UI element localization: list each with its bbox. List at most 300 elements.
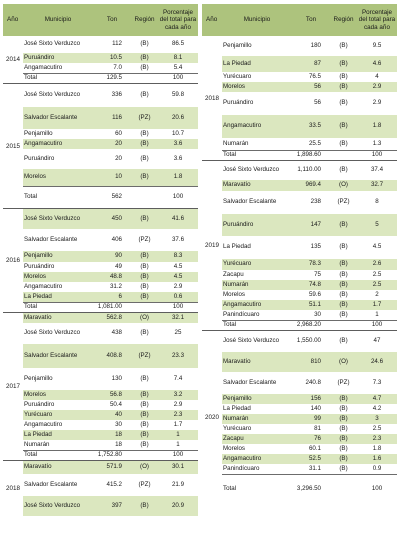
municipality-cell: Numarán [223,139,249,147]
header-municipality: Municipio [243,16,271,24]
municipality-cell: Angamacutiro [223,454,262,462]
municipality-cell: Maravatío [223,181,251,189]
percentage-cell: 8.3 [173,252,183,260]
percentage-cell: 1 [176,430,180,438]
region-cell: (B) [140,53,149,61]
percentage-cell: 1.7 [173,420,183,428]
tons-cell: 20 [115,154,122,162]
municipality-cell: Angamacutiro [24,139,63,147]
table-row [23,53,198,63]
table-row [222,270,397,280]
year-rows [222,331,397,504]
municipality-cell: José Sixto Verduzco [223,337,280,345]
tons-cell: 180 [310,41,321,49]
municipality-cell: Angamacutiro [24,63,63,71]
percentage-cell: 2 [375,290,379,298]
region-cell: (PZ) [138,351,151,359]
municipality-cell: Morelos [24,173,47,181]
municipality-cell: Numarán [24,440,50,448]
tons-cell: 60 [115,129,122,137]
region-cell: (PZ) [138,235,151,243]
header-municipality: Municipio [44,16,72,24]
table-row [23,440,198,450]
total-row [222,150,397,160]
municipality-cell: José Sixto Verduzco [24,40,81,48]
percentage-cell: 32.7 [370,181,384,189]
percentage-cell: 0.9 [372,464,382,472]
year-group [3,208,198,312]
percentage-cell: 2.9 [372,82,382,90]
percentage-cell: 2.5 [372,270,382,278]
municipality-cell: Puruándiro [223,220,254,228]
tons-cell: 129.5 [106,74,122,82]
region-cell: (B) [339,290,348,298]
municipality-cell: Total [24,193,38,201]
region-cell: (O) [339,181,348,189]
table-row [222,214,397,236]
table-row [23,368,198,390]
tons-cell: 562.8 [106,313,122,321]
percentage-cell: 3.6 [173,139,183,147]
percentage-cell: 3.2 [173,390,183,398]
region-cell: (O) [339,357,348,365]
table-row [23,84,198,107]
percentage-cell: 100 [172,74,184,82]
percentage-cell: 32.1 [171,313,185,321]
region-cell: (B) [339,394,348,402]
year-rows [222,161,397,330]
table-row [222,236,397,259]
municipality-cell: José Sixto Verduzco [24,329,81,337]
table-row [23,496,198,516]
percentage-cell: 4.6 [372,59,382,67]
table-row [23,390,198,400]
tons-cell: 7.0 [113,63,122,71]
municipality-cell: Yurécuaro [24,410,53,418]
year-group [3,312,198,460]
tons-cell: 10 [115,173,122,181]
percentage-cell: 2.3 [372,434,382,442]
year-group [3,460,198,516]
year-group [202,160,397,330]
municipality-cell: La Piedad [223,243,251,251]
percentage-cell: 1.8 [173,173,183,181]
municipality-cell: Morelos [223,444,246,452]
tons-cell: 3,296.50 [296,485,321,493]
table-row [222,424,397,434]
year-label: 2015 [6,142,21,150]
region-cell: (B) [339,72,348,80]
region-cell: (B) [339,280,348,288]
table-row [23,344,198,368]
municipality-cell: Salvador Escalante [24,235,78,243]
table-row [222,331,397,352]
percentage-cell: 1.7 [372,300,382,308]
municipality-cell: Total [223,151,237,159]
municipality-cell: Angamacutiro [24,420,63,428]
municipality-cell: Penjamillo [24,129,53,137]
table-right [202,4,397,504]
table-row [23,107,198,129]
region-cell: (B) [339,337,348,345]
percentage-cell: 30.1 [171,463,185,471]
tons-cell: 156 [310,394,321,402]
region-cell: (B) [339,41,348,49]
percentage-cell: 2.9 [173,282,183,290]
table-row [23,63,198,73]
table-row [23,420,198,430]
percentage-cell: 2.5 [372,280,382,288]
year-label: 2018 [6,485,21,492]
municipality-cell: Salvador Escalante [24,351,78,359]
tons-cell: 135 [310,243,321,251]
table-row [23,323,198,344]
region-cell: (B) [140,329,149,337]
region-cell: (B) [140,410,149,418]
tons-cell: 6 [118,292,122,300]
table-row [23,129,198,139]
percentage-cell: 0.6 [173,292,183,300]
tons-cell: 2,968.20 [296,321,321,329]
total-row [23,450,198,460]
municipality-cell: Total [24,303,38,311]
table-row [23,209,198,229]
municipality-cell: Zacapu [223,270,244,278]
municipality-cell: Puruándiro [24,262,55,270]
tons-cell: 18 [115,440,122,448]
region-cell: (PZ) [337,378,350,386]
municipality-cell: Numarán [223,280,249,288]
percentage-cell: 21.9 [171,480,185,488]
table-row [23,282,198,292]
tons-cell: 56 [314,99,321,107]
table-row [222,372,397,394]
table-row [222,404,397,414]
region-cell: (B) [140,430,149,438]
table-row [23,272,198,282]
region-cell: (B) [140,374,149,382]
percentage-cell: 100 [172,193,184,201]
region-cell: (B) [339,414,348,422]
tons-cell: 415.2 [106,480,122,488]
municipality-cell: Penjamillo [24,252,53,260]
municipality-cell: Panindícuaro [223,310,260,318]
table-row [222,464,397,474]
tons-cell: 406 [111,235,122,243]
municipality-cell: Morelos [223,82,246,90]
percentage-cell: 100 [172,451,184,459]
tons-cell: 116 [112,113,122,121]
table-row [222,454,397,464]
tons-cell: 30 [115,420,122,428]
municipality-cell: Salvador Escalante [24,113,78,121]
region-cell: (B) [140,282,149,290]
table-row [222,290,397,300]
tons-cell: 50.4 [109,400,122,408]
municipality-cell: La Piedad [24,430,52,438]
table-row [222,72,397,82]
percentage-cell: 20.6 [171,113,185,121]
municipality-cell: Numarán [223,414,249,422]
tons-cell: 99 [314,414,321,422]
municipality-cell: José Sixto Verduzco [223,166,280,174]
percentage-cell: 5.4 [173,63,183,71]
table-body [202,36,397,504]
tons-cell: 76.5 [308,72,321,80]
region-cell: (B) [140,252,149,260]
percentage-cell: 4.7 [372,394,382,402]
region-cell: (B) [140,214,149,222]
tons-cell: 1,752.80 [97,451,122,459]
municipality-cell: Penjamillo [24,374,53,382]
region-cell: (B) [140,139,149,147]
header-percentage: Porcentaje del total para cada año [358,8,396,31]
table-row [222,280,397,290]
region-cell: (B) [140,63,149,71]
region-cell: (B) [339,464,348,472]
percentage-cell: 41.6 [171,214,185,222]
percentage-cell: 47 [373,337,381,345]
region-cell: (B) [140,440,149,448]
percentage-cell: 1 [375,310,379,318]
table-row [222,138,397,150]
table-row [23,262,198,272]
region-cell: (B) [140,272,149,280]
tons-cell: 56 [314,82,321,90]
table-row [222,259,397,270]
municipality-cell: Total [24,74,38,82]
total-row [23,73,198,83]
percentage-cell: 3.6 [173,154,183,162]
region-cell: (PZ) [138,113,151,121]
percentage-cell: 2.5 [372,424,382,432]
table-row [222,180,397,191]
year-group [202,36,397,160]
percentage-cell: 3 [375,414,379,422]
region-cell: (B) [339,99,348,107]
tons-cell: 78.3 [308,260,321,268]
table-row [222,352,397,372]
tons-cell: 438 [111,329,122,337]
table-row [23,149,198,169]
table-row [23,251,198,262]
municipality-cell: Yurécuaro [223,72,252,80]
region-cell: (B) [339,444,348,452]
tons-cell: 130 [111,374,122,382]
tons-cell: 1,550.00 [296,337,321,345]
region-cell: (B) [140,262,149,270]
percentage-cell: 100 [371,485,383,493]
year-rows [23,36,198,83]
municipality-cell: Salvador Escalante [223,378,277,386]
percentage-cell: 5 [375,220,379,228]
region-cell: (B) [140,501,149,509]
percentage-cell: 4 [375,72,379,80]
year-rows [23,461,198,516]
table-row [222,310,397,320]
table-row [23,229,198,251]
percentage-cell: 1.8 [372,122,382,130]
percentage-cell: 4.5 [372,243,382,251]
header-year: Año [7,16,19,24]
region-cell: (B) [339,59,348,67]
tons-cell: 450 [111,214,122,222]
municipality-cell: Yurécuaro [223,424,252,432]
tons-cell: 140 [310,404,321,412]
percentage-cell: 25 [174,329,182,337]
region-cell: (B) [140,91,149,99]
table-row [222,36,397,56]
table-header [202,4,397,36]
tons-cell: 336 [111,91,122,99]
header-percentage: Porcentaje del total para cada año [159,8,197,31]
tons-cell: 30 [314,310,321,318]
total-row [23,186,198,208]
tons-cell: 10.5 [109,53,122,61]
year-rows [23,209,198,312]
municipality-cell: Angamacutiro [24,282,63,290]
tons-cell: 31.2 [109,282,122,290]
table-row [23,292,198,302]
municipality-cell: Zacapu [223,434,244,442]
municipality-cell: José Sixto Verduzco [24,501,81,509]
year-rows [23,313,198,460]
percentage-cell: 9.5 [372,41,382,49]
percentage-cell: 100 [371,321,383,329]
tons-cell: 408.8 [106,351,122,359]
percentage-cell: 4.5 [173,272,183,280]
year-label: 2020 [205,414,220,421]
tons-cell: 20 [115,139,122,147]
municipality-cell: Morelos [24,272,47,280]
municipality-cell: Angamacutiro [223,122,262,130]
table-row [222,115,397,138]
municipality-cell: Puruándiro [24,53,55,61]
percentage-cell: 37.4 [370,166,384,174]
header-tons: Ton [106,16,118,24]
year-group [3,36,198,83]
percentage-cell: 2.3 [173,410,183,418]
table-row [23,313,198,323]
percentage-cell: 20.9 [171,501,185,509]
municipality-cell: Panindícuaro [223,464,260,472]
tons-cell: 1,110.00 [297,166,321,174]
header-tons: Ton [305,16,317,24]
municipality-cell: Puruándiro [24,400,55,408]
table-row [222,92,397,115]
tons-cell: 1,898.60 [296,151,321,159]
region-cell: (B) [339,454,348,462]
percentage-cell: 100 [371,151,383,159]
municipality-cell: Angamacutiro [223,300,262,308]
table-row [222,300,397,310]
header-year: Año [206,16,218,24]
year-group [202,330,397,504]
tons-cell: 25.5 [308,139,321,147]
region-cell: (B) [339,243,348,251]
municipality-cell: Salvador Escalante [223,198,277,206]
tons-cell: 571.9 [106,463,122,471]
region-cell: (B) [140,129,149,137]
table-row [23,430,198,440]
municipality-cell: Penjamillo [223,394,252,402]
region-cell: (O) [140,463,149,471]
region-cell: (B) [339,139,348,147]
region-cell: (B) [339,82,348,90]
total-row [222,320,397,330]
percentage-cell: 2.9 [173,400,183,408]
tons-cell: 810 [310,357,321,365]
year-rows [23,84,198,208]
region-cell: (B) [339,424,348,432]
percentage-cell: 24.6 [370,357,384,365]
tons-cell: 60.1 [308,444,321,452]
tons-cell: 48.8 [109,272,122,280]
region-cell: (PZ) [337,198,350,206]
municipality-cell: Total [223,485,237,493]
region-cell: (B) [339,260,348,268]
municipality-cell: La Piedad [24,292,52,300]
table-row [222,394,397,404]
region-cell: (B) [339,166,348,174]
table-row [23,36,198,53]
tons-cell: 969.4 [305,181,321,189]
region-cell: (B) [140,420,149,428]
municipality-cell: La Piedad [223,404,251,412]
region-cell: (PZ) [138,480,151,488]
tons-cell: 56.8 [109,390,122,398]
region-cell: (B) [339,220,348,228]
tons-cell: 397 [111,501,122,509]
percentage-cell: 2.6 [372,260,382,268]
table-row [23,139,198,149]
percentage-cell: 100 [172,303,184,311]
year-label: 2017 [6,383,21,390]
municipality-cell: Total [223,321,237,329]
header-region: Región [134,16,155,24]
table-row [222,444,397,454]
year-label: 2016 [6,257,21,264]
municipality-cell: Total [24,451,38,459]
municipality-cell: Morelos [24,390,47,398]
municipality-cell: Penjamillo [223,41,252,49]
tons-cell: 33.5 [308,122,321,130]
municipality-cell: Salvador Escalante [24,480,78,488]
percentage-cell: 1 [176,440,180,448]
percentage-cell: 59.8 [171,91,185,99]
region-cell: (B) [140,390,149,398]
percentage-cell: 1.6 [372,454,382,462]
total-row [23,302,198,312]
tons-cell: 112 [112,40,122,48]
percentage-cell: 37.6 [171,235,185,243]
table-row [23,461,198,474]
year-label: 2018 [205,94,220,102]
percentage-cell: 2.9 [372,99,382,107]
tons-cell: 18 [115,430,122,438]
municipality-cell: José Sixto Verduzco [24,91,81,99]
region-cell: (B) [339,300,348,308]
municipality-cell: Maravatío [223,357,251,365]
tons-cell: 81 [314,424,321,432]
municipality-cell: Maravatío [24,313,52,321]
table-row [222,82,397,92]
region-cell: (B) [339,404,348,412]
table-row [222,161,397,180]
year-rows [222,36,397,160]
table-row [222,434,397,444]
region-cell: (B) [140,400,149,408]
